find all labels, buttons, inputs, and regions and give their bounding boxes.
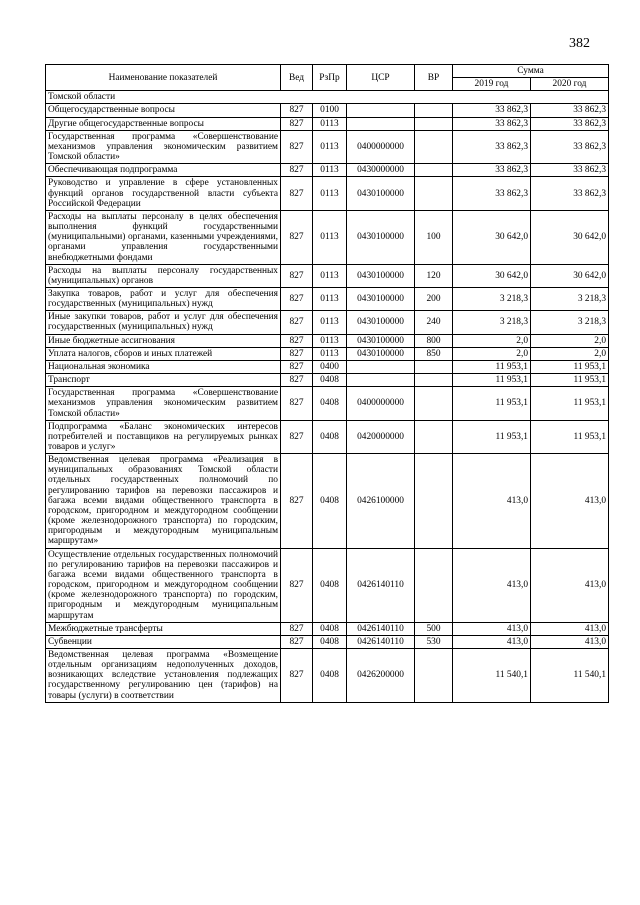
row-rzpr-cell: 0408 [313, 648, 347, 702]
table-row [46, 164, 609, 177]
row-csr-cell: 0400000000 [347, 130, 415, 163]
row-name-cell: Обеспечивающая подпрограмма [46, 164, 281, 177]
row-2020-cell: 11 953,1 [531, 360, 609, 373]
row-2019-cell: 413,0 [453, 548, 531, 622]
row-ved-cell: 827 [281, 454, 313, 548]
row-ved-cell: 827 [281, 648, 313, 702]
row-ved-cell: 827 [281, 622, 313, 635]
header-year-2020: 2020 год [531, 78, 609, 91]
row-ved-cell: 827 [281, 311, 313, 334]
row-csr-cell: 0430100000 [347, 210, 415, 264]
row-2019-cell: 30 642,0 [453, 264, 531, 287]
table-row [46, 117, 609, 130]
row-2019-cell: 11 953,1 [453, 374, 531, 387]
row-ved-cell: 827 [281, 548, 313, 622]
row-name-cell: Расходы на выплаты персоналу в целях обеспечения выполнения функций государственными (муниципальными) органами, казенными учреждениями, органами управления государственными внебюджетными фондами [46, 210, 281, 264]
row-csr-cell: 0426140110 [347, 635, 415, 648]
row-vr-cell: 200 [415, 287, 453, 310]
row-2020-cell: 33 862,3 [531, 177, 609, 210]
row-vr-cell [415, 648, 453, 702]
row-name-cell: Закупка товаров, работ и услуг для обеспечения государственных (муниципальных) нужд [46, 287, 281, 310]
row-vr-cell [415, 420, 453, 453]
row-ved-cell: 827 [281, 104, 313, 117]
row-name-cell: Уплата налогов, сборов и иных платежей [46, 347, 281, 360]
table-row [46, 454, 609, 548]
row-name-cell: Иные закупки товаров, работ и услуг для обеспечения государственных (муниципальных) нужд [46, 311, 281, 334]
row-ved-cell: 827 [281, 387, 313, 420]
section-title: Томской области [46, 91, 609, 104]
row-2019-cell: 30 642,0 [453, 210, 531, 264]
row-csr-cell: 0400000000 [347, 387, 415, 420]
page-number: 382 [569, 36, 590, 51]
row-ved-cell: 827 [281, 635, 313, 648]
row-2020-cell: 11 540,1 [531, 648, 609, 702]
row-name-cell: Государственная программа «Совершенствование механизмов управления экономическим развитием Томской области» [46, 130, 281, 163]
row-ved-cell: 827 [281, 210, 313, 264]
row-2019-cell: 33 862,3 [453, 177, 531, 210]
row-2019-cell: 33 862,3 [453, 104, 531, 117]
table-row [46, 311, 609, 334]
row-rzpr-cell: 0100 [313, 104, 347, 117]
table-row [46, 287, 609, 310]
row-csr-cell: 0430100000 [347, 311, 415, 334]
row-2020-cell: 11 953,1 [531, 374, 609, 387]
row-name-cell: Другие общегосударственные вопросы [46, 117, 281, 130]
row-vr-cell: 530 [415, 635, 453, 648]
row-rzpr-cell: 0113 [313, 164, 347, 177]
row-name-cell: Общегосударственные вопросы [46, 104, 281, 117]
row-csr-cell: 0426100000 [347, 454, 415, 548]
row-ved-cell: 827 [281, 334, 313, 347]
row-rzpr-cell: 0113 [313, 117, 347, 130]
row-2019-cell: 413,0 [453, 635, 531, 648]
row-2019-cell: 33 862,3 [453, 117, 531, 130]
row-rzpr-cell: 0113 [313, 130, 347, 163]
header-ved: Вед [281, 65, 313, 91]
row-vr-cell: 120 [415, 264, 453, 287]
row-2020-cell: 3 218,3 [531, 287, 609, 310]
row-name-cell: Ведомственная целевая программа «Возмещение отдельным организациям недополученных доходов, возникающих вследствие установления подлежащих государственному регулированию цен (тарифов) на товары (услуги) в соответствии [46, 648, 281, 702]
table-row [46, 622, 609, 635]
row-2020-cell: 33 862,3 [531, 164, 609, 177]
table-row [46, 420, 609, 453]
row-2019-cell: 3 218,3 [453, 287, 531, 310]
row-ved-cell: 827 [281, 360, 313, 373]
row-2020-cell: 2,0 [531, 347, 609, 360]
row-2020-cell: 413,0 [531, 454, 609, 548]
row-csr-cell: 0426200000 [347, 648, 415, 702]
row-csr-cell: 0426140110 [347, 548, 415, 622]
row-vr-cell [415, 387, 453, 420]
row-csr-cell [347, 360, 415, 373]
budget-table [45, 64, 609, 703]
row-name-cell: Транспорт [46, 374, 281, 387]
table-row [46, 104, 609, 117]
row-vr-cell [415, 177, 453, 210]
row-rzpr-cell: 0113 [313, 287, 347, 310]
row-ved-cell: 827 [281, 177, 313, 210]
row-ved-cell: 827 [281, 374, 313, 387]
header-csr: ЦСР [347, 65, 415, 91]
table-row [46, 387, 609, 420]
row-rzpr-cell: 0408 [313, 454, 347, 548]
table-row [46, 177, 609, 210]
row-2020-cell: 33 862,3 [531, 117, 609, 130]
row-2020-cell: 2,0 [531, 334, 609, 347]
row-2020-cell: 413,0 [531, 548, 609, 622]
row-vr-cell: 850 [415, 347, 453, 360]
row-2019-cell: 11 953,1 [453, 360, 531, 373]
row-2020-cell: 3 218,3 [531, 311, 609, 334]
table-row [46, 360, 609, 373]
row-name-cell: Иные бюджетные ассигнования [46, 334, 281, 347]
row-2020-cell: 11 953,1 [531, 387, 609, 420]
row-rzpr-cell: 0408 [313, 387, 347, 420]
row-ved-cell: 827 [281, 117, 313, 130]
row-rzpr-cell: 0408 [313, 548, 347, 622]
row-name-cell: Осуществление отдельных государственных полномочий по регулированию тарифов на перевозки пассажиров и багажа всеми видами общественного транспорта в городском, пригородном и междугородном сообщении (кроме железнодорожного транспорта) по городским, пригородным и междугородным муниципальным маршрутам [46, 548, 281, 622]
row-2019-cell: 2,0 [453, 347, 531, 360]
row-2020-cell: 33 862,3 [531, 130, 609, 163]
row-csr-cell [347, 374, 415, 387]
row-2019-cell: 2,0 [453, 334, 531, 347]
row-csr-cell: 0430100000 [347, 264, 415, 287]
row-ved-cell: 827 [281, 130, 313, 163]
row-2019-cell: 11 540,1 [453, 648, 531, 702]
table-row [46, 347, 609, 360]
row-rzpr-cell: 0113 [313, 334, 347, 347]
row-name-cell: Ведомственная целевая программа «Реализация в муниципальных образованиях Томской области отдельных государственных полномочий по регулированию тарифов на перевозки пассажиров и багажа всеми видами общественного транспорта в городском, пригородном и междугородном сообщении (кроме железнодорожного транспорта) по городским, пригородным и междугородным муниципальным маршрутам» [46, 454, 281, 548]
row-2019-cell: 11 953,1 [453, 420, 531, 453]
row-2020-cell: 11 953,1 [531, 420, 609, 453]
row-vr-cell: 500 [415, 622, 453, 635]
row-ved-cell: 827 [281, 164, 313, 177]
row-2019-cell: 33 862,3 [453, 164, 531, 177]
row-2019-cell: 3 218,3 [453, 311, 531, 334]
row-2020-cell: 33 862,3 [531, 104, 609, 117]
row-name-cell: Расходы на выплаты персоналу государственных (муниципальных) органов [46, 264, 281, 287]
row-vr-cell: 100 [415, 210, 453, 264]
row-rzpr-cell: 0408 [313, 622, 347, 635]
section-row [46, 91, 609, 104]
row-vr-cell: 800 [415, 334, 453, 347]
row-vr-cell [415, 130, 453, 163]
row-vr-cell [415, 164, 453, 177]
table-row [46, 648, 609, 702]
row-2020-cell: 413,0 [531, 635, 609, 648]
table-row [46, 548, 609, 622]
row-rzpr-cell: 0113 [313, 311, 347, 334]
header-name: Наименование показателей [46, 65, 281, 91]
row-csr-cell: 0430100000 [347, 347, 415, 360]
row-name-cell: Межбюджетные трансферты [46, 622, 281, 635]
row-name-cell: Субвенции [46, 635, 281, 648]
row-2019-cell: 413,0 [453, 454, 531, 548]
row-name-cell: Руководство и управление в сфере установленных функций органов государственной власти субъекта Российской Федерации [46, 177, 281, 210]
header-rzpr: РзПр [313, 65, 347, 91]
row-vr-cell [415, 548, 453, 622]
row-rzpr-cell: 0113 [313, 347, 347, 360]
row-csr-cell: 0430000000 [347, 164, 415, 177]
row-name-cell: Государственная программа «Совершенствование механизмов управления экономическим развитием Томской области» [46, 387, 281, 420]
row-ved-cell: 827 [281, 347, 313, 360]
row-rzpr-cell: 0400 [313, 360, 347, 373]
row-vr-cell: 240 [415, 311, 453, 334]
row-2020-cell: 30 642,0 [531, 264, 609, 287]
row-vr-cell [415, 117, 453, 130]
row-name-cell: Подпрограмма «Баланс экономических интересов потребителей и поставщиков на регулируемых рынках товаров и услуг» [46, 420, 281, 453]
row-2020-cell: 413,0 [531, 622, 609, 635]
row-csr-cell [347, 104, 415, 117]
row-rzpr-cell: 0113 [313, 177, 347, 210]
row-csr-cell: 0430100000 [347, 177, 415, 210]
table-row [46, 374, 609, 387]
row-rzpr-cell: 0408 [313, 635, 347, 648]
table-row [46, 635, 609, 648]
row-rzpr-cell: 0113 [313, 210, 347, 264]
row-vr-cell [415, 454, 453, 548]
row-ved-cell: 827 [281, 264, 313, 287]
row-vr-cell [415, 104, 453, 117]
table-row [46, 264, 609, 287]
header-sum: Сумма [453, 65, 609, 78]
row-rzpr-cell: 0408 [313, 374, 347, 387]
table-row [46, 210, 609, 264]
row-2020-cell: 30 642,0 [531, 210, 609, 264]
row-rzpr-cell: 0113 [313, 264, 347, 287]
table-row [46, 334, 609, 347]
row-csr-cell: 0426140110 [347, 622, 415, 635]
table-row [46, 130, 609, 163]
row-name-cell: Национальная экономика [46, 360, 281, 373]
row-rzpr-cell: 0408 [313, 420, 347, 453]
row-vr-cell [415, 360, 453, 373]
header-year-2019: 2019 год [453, 78, 531, 91]
row-csr-cell [347, 117, 415, 130]
row-vr-cell [415, 374, 453, 387]
row-2019-cell: 413,0 [453, 622, 531, 635]
header-vr: ВР [415, 65, 453, 91]
row-csr-cell: 0430100000 [347, 334, 415, 347]
row-2019-cell: 11 953,1 [453, 387, 531, 420]
row-ved-cell: 827 [281, 287, 313, 310]
row-csr-cell: 0420000000 [347, 420, 415, 453]
row-csr-cell: 0430100000 [347, 287, 415, 310]
row-ved-cell: 827 [281, 420, 313, 453]
row-2019-cell: 33 862,3 [453, 130, 531, 163]
